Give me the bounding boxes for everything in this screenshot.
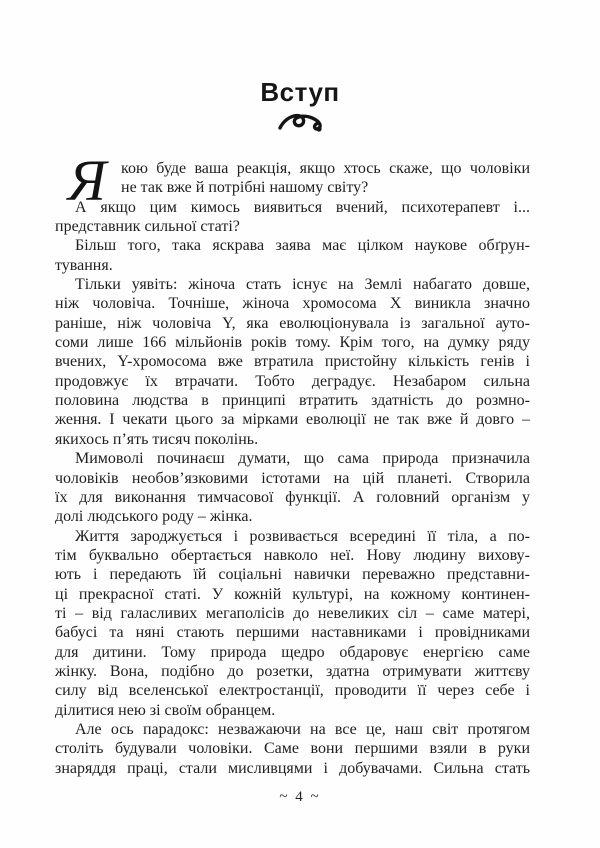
paragraph xyxy=(55,236,530,275)
text-line: чоловіків необов’язковими істотами на цій планеті. Створила xyxy=(55,469,530,487)
text-line: раніше, ніж чоловіча Y, яка еволюціонувала із загальної ауто- xyxy=(55,314,530,332)
chapter-title: Вступ xyxy=(260,77,340,107)
text-line: ніж чоловіча. Точніше, жіноча хромосома X виникла значно xyxy=(55,295,530,313)
text-line: ження. І чекати цього за мірками еволюції не так вже й довго – xyxy=(55,411,530,429)
text-line: силу від вселенської електростанції, проводити її через себе і xyxy=(55,682,530,700)
text-line: їх для виконання тимчасової функції. А головний організм у xyxy=(55,488,530,506)
text-line: кою буде ваша реакція, якщо хтось скаже, що чоловіки xyxy=(121,160,530,177)
paragraph xyxy=(55,720,530,778)
text-line: Життя зароджується і розвивається всередині її тіла, а по- xyxy=(75,527,530,545)
page-number: ~ 4 ~ xyxy=(279,789,321,805)
text-line: Але ось парадокс: незважаючи на все це, наш світ протягом xyxy=(75,720,530,738)
text-line: соми лише 166 мільйонів років тому. Крім того, на думку ряду xyxy=(55,334,530,352)
body-text xyxy=(55,148,530,778)
text-line: тування. xyxy=(55,256,113,274)
text-line: знаряддя праці, стали мисливцями і добувачами. Сильна стать xyxy=(55,759,530,777)
paragraph xyxy=(55,275,530,449)
text-line: бабусі та няні стають першими наставниками і провідниками xyxy=(55,624,530,642)
fleuron-icon xyxy=(276,113,324,130)
text-line: якихось п’ять тисяч поколінь. xyxy=(55,430,259,448)
text-line: для дитини. Тому природа щедро обдаровує енергією саме xyxy=(55,643,530,661)
text-line: А якщо цим кимось виявиться вчений, психотерапевт і... xyxy=(75,198,530,216)
text-line: вчених, Y-хромосома вже втратила пристойну кількість генів і xyxy=(55,353,530,371)
text-line: Більш того, така яскрава заява має цілком наукове обґрун- xyxy=(75,237,530,255)
text-line: Мимоволі починаєш думати, що сама природа призначила xyxy=(75,450,530,468)
paragraph xyxy=(55,527,530,720)
text-line: тім буквально обертається навколо неї. Нову людину вихову- xyxy=(55,546,530,564)
text-line: продовжує їх втрачати. Тобто деградує. Незабаром сильна xyxy=(55,372,530,390)
text-line: ті – від галасливих мегаполісів до невеликих сіл – саме матері, xyxy=(55,604,530,622)
text-line: ють і передають їй соціальні навички переважно представни- xyxy=(55,566,530,584)
chapter-ornament xyxy=(0,109,600,135)
text-line: Тільки уявіть: жіноча стать існує на Землі набагато довше, xyxy=(75,276,530,294)
text-line: ці прекрасної статі. У кожній культурі, на кожному континен- xyxy=(55,585,530,603)
text-line: не так вже й потрібні нашому світу? xyxy=(121,179,369,197)
text-line: століть будували чоловіки. Саме вони першими взяли в руки xyxy=(55,740,530,758)
text-line: представник сильної статі? xyxy=(55,218,240,236)
text-line: половина людства в принципі втратить здатність до розмно- xyxy=(55,392,530,410)
text-line: ділитися нею зі своїм обранцем. xyxy=(55,701,276,719)
text-line: долі людського роду – жінка. xyxy=(55,508,253,526)
paragraph xyxy=(55,449,530,526)
paragraph xyxy=(55,198,530,237)
text-line: жінку. Вона, подібно до розетки, здатна отримувати життєву xyxy=(55,662,530,680)
drop-cap: Я xyxy=(68,148,107,213)
